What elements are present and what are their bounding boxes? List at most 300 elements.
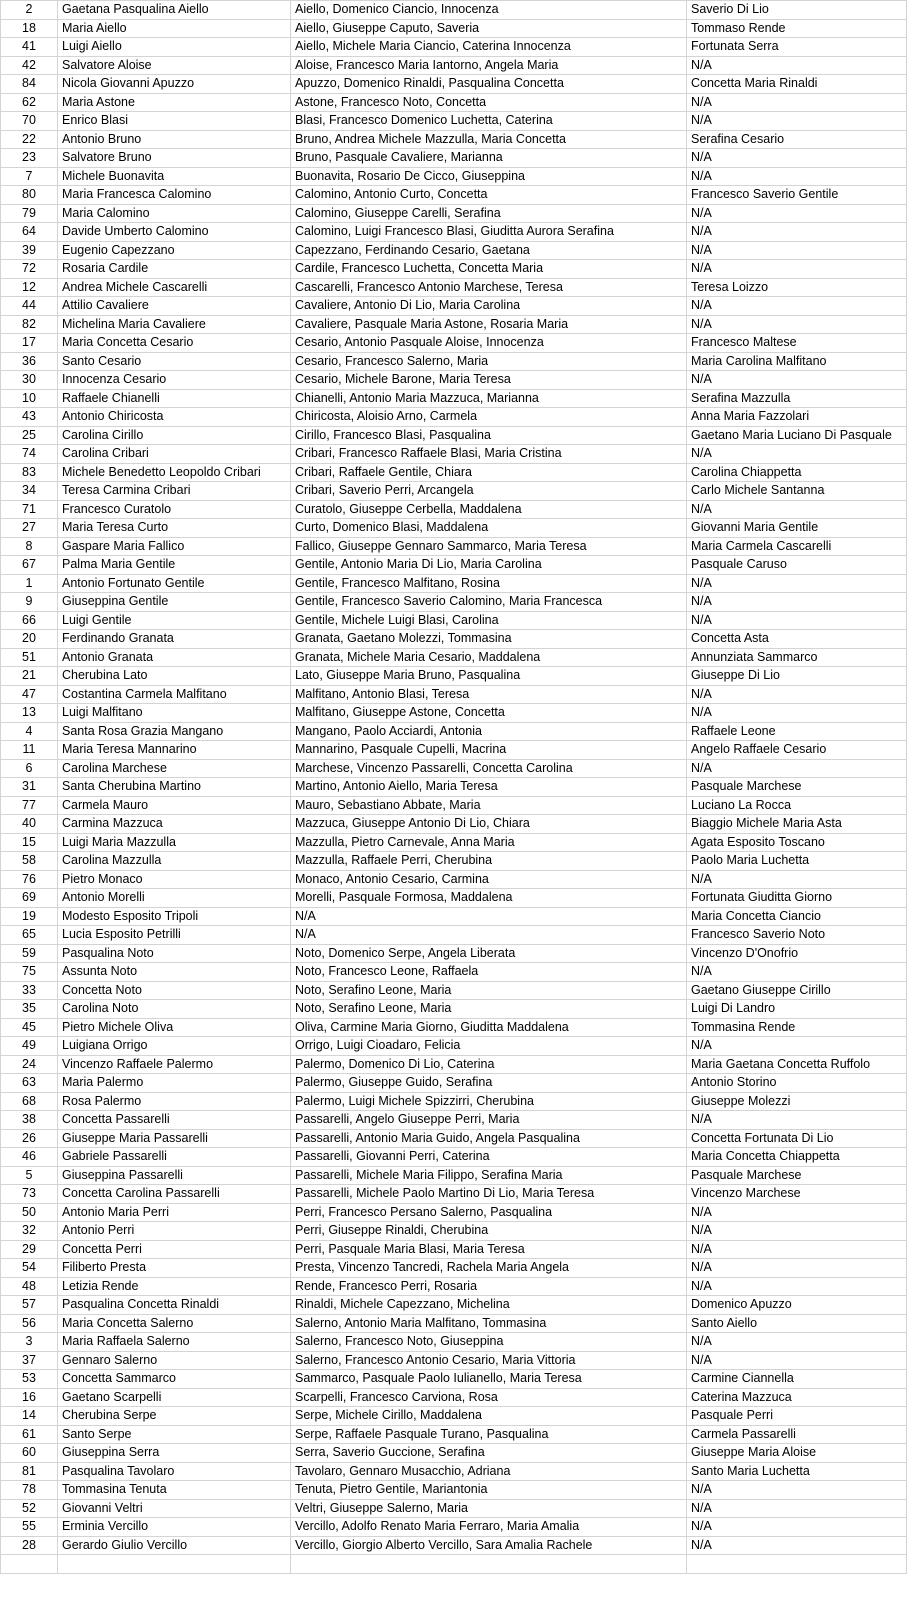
cell-parents[interactable]: N/A: [291, 926, 687, 945]
cell-id[interactable]: 76: [1, 870, 58, 889]
cell-name[interactable]: Nicola Giovanni Apuzzo: [58, 75, 291, 94]
cell-id[interactable]: 50: [1, 1203, 58, 1222]
cell-id[interactable]: 45: [1, 1018, 58, 1037]
cell-spouse[interactable]: Francesco Saverio Noto: [687, 926, 907, 945]
cell-id[interactable]: 28: [1, 1536, 58, 1555]
cell-spouse[interactable]: Concetta Fortunata Di Lio: [687, 1129, 907, 1148]
cell-name[interactable]: Antonio Chiricosta: [58, 408, 291, 427]
cell-name[interactable]: Rosaria Cardile: [58, 260, 291, 279]
cell-spouse[interactable]: N/A: [687, 1222, 907, 1241]
cell-parents[interactable]: Monaco, Antonio Cesario, Carmina: [291, 870, 687, 889]
cell-parents[interactable]: Martino, Antonio Aiello, Maria Teresa: [291, 778, 687, 797]
cell-name[interactable]: Maria Concetta Salerno: [58, 1314, 291, 1333]
cell-parents[interactable]: Noto, Serafino Leone, Maria: [291, 1000, 687, 1019]
cell-name[interactable]: Concetta Sammarco: [58, 1370, 291, 1389]
cell-name[interactable]: Carolina Marchese: [58, 759, 291, 778]
cell-spouse[interactable]: Carolina Chiappetta: [687, 463, 907, 482]
cell-name[interactable]: Cherubina Lato: [58, 667, 291, 686]
cell-parents[interactable]: Passarelli, Michele Maria Filippo, Serafina Maria: [291, 1166, 687, 1185]
cell-parents[interactable]: Apuzzo, Domenico Rinaldi, Pasqualina Concetta: [291, 75, 687, 94]
cell-name[interactable]: Maria Calomino: [58, 204, 291, 223]
cell-name[interactable]: Davide Umberto Calomino: [58, 223, 291, 242]
cell-parents[interactable]: Gentile, Francesco Saverio Calomino, Maria Francesca: [291, 593, 687, 612]
cell-id[interactable]: 69: [1, 889, 58, 908]
cell-name[interactable]: Salvatore Aloise: [58, 56, 291, 75]
cell-spouse[interactable]: N/A: [687, 204, 907, 223]
cell-spouse[interactable]: Maria Concetta Chiappetta: [687, 1148, 907, 1167]
cell-name[interactable]: Maria Astone: [58, 93, 291, 112]
cell-parents[interactable]: Vercillo, Adolfo Renato Maria Ferraro, Maria Amalia: [291, 1518, 687, 1537]
cell-spouse[interactable]: Luciano La Rocca: [687, 796, 907, 815]
cell-spouse[interactable]: Tommasina Rende: [687, 1018, 907, 1037]
cell-spouse[interactable]: Anna Maria Fazzolari: [687, 408, 907, 427]
cell-spouse[interactable]: Carmine Ciannella: [687, 1370, 907, 1389]
cell-id[interactable]: 34: [1, 482, 58, 501]
cell-parents[interactable]: Marchese, Vincenzo Passarelli, Concetta Carolina: [291, 759, 687, 778]
cell-name[interactable]: Antonio Morelli: [58, 889, 291, 908]
cell-parents[interactable]: Fallico, Giuseppe Gennaro Sammarco, Maria Teresa: [291, 537, 687, 556]
cell-parents[interactable]: Tenuta, Pietro Gentile, Mariantonia: [291, 1481, 687, 1500]
cell-name[interactable]: Maria Aiello: [58, 19, 291, 38]
cell-parents[interactable]: Passarelli, Giovanni Perri, Caterina: [291, 1148, 687, 1167]
cell-name[interactable]: Gaspare Maria Fallico: [58, 537, 291, 556]
cell-spouse[interactable]: Francesco Maltese: [687, 334, 907, 353]
cell-spouse[interactable]: N/A: [687, 371, 907, 390]
cell-id[interactable]: 75: [1, 963, 58, 982]
cell-parents[interactable]: Sammarco, Pasquale Paolo Iulianello, Maria Teresa: [291, 1370, 687, 1389]
cell-name[interactable]: Pasqualina Noto: [58, 944, 291, 963]
cell-parents[interactable]: Serpe, Raffaele Pasquale Turano, Pasqualina: [291, 1425, 687, 1444]
cell-name[interactable]: Antonio Perri: [58, 1222, 291, 1241]
cell-spouse[interactable]: Pasquale Perri: [687, 1407, 907, 1426]
cell-parents[interactable]: Presta, Vincenzo Tancredi, Rachela Maria Angela: [291, 1259, 687, 1278]
cell-spouse[interactable]: Agata Esposito Toscano: [687, 833, 907, 852]
cell-id[interactable]: 83: [1, 463, 58, 482]
cell-parents[interactable]: Cavaliere, Pasquale Maria Astone, Rosaria Maria: [291, 315, 687, 334]
cell-spouse[interactable]: N/A: [687, 445, 907, 464]
cell-id[interactable]: 15: [1, 833, 58, 852]
cell-name[interactable]: Luigi Gentile: [58, 611, 291, 630]
cell-id[interactable]: 24: [1, 1055, 58, 1074]
cell-parents[interactable]: Aiello, Domenico Ciancio, Innocenza: [291, 1, 687, 20]
cell-parents[interactable]: Noto, Francesco Leone, Raffaela: [291, 963, 687, 982]
cell-parents[interactable]: Calomino, Giuseppe Carelli, Serafina: [291, 204, 687, 223]
cell-parents[interactable]: Passarelli, Antonio Maria Guido, Angela Pasqualina: [291, 1129, 687, 1148]
cell-spouse[interactable]: N/A: [687, 1203, 907, 1222]
cell-parents[interactable]: Chianelli, Antonio Maria Mazzuca, Marianna: [291, 389, 687, 408]
cell-spouse[interactable]: Antonio Storino: [687, 1074, 907, 1093]
cell-name[interactable]: Michele Benedetto Leopoldo Cribari: [58, 463, 291, 482]
cell-parents[interactable]: Tavolaro, Gennaro Musacchio, Adriana: [291, 1462, 687, 1481]
cell-id[interactable]: 74: [1, 445, 58, 464]
cell-id[interactable]: 1: [1, 574, 58, 593]
cell-parents[interactable]: Perri, Giuseppe Rinaldi, Cherubina: [291, 1222, 687, 1241]
cell-name[interactable]: Giovanni Veltri: [58, 1499, 291, 1518]
cell-parents[interactable]: Scarpelli, Francesco Carviona, Rosa: [291, 1388, 687, 1407]
cell-name[interactable]: Erminia Vercillo: [58, 1518, 291, 1537]
cell-parents[interactable]: Malfitano, Antonio Blasi, Teresa: [291, 685, 687, 704]
cell-spouse[interactable]: N/A: [687, 759, 907, 778]
cell-spouse[interactable]: Giovanni Maria Gentile: [687, 519, 907, 538]
cell-parents[interactable]: Mangano, Paolo Acciardi, Antonia: [291, 722, 687, 741]
cell-parents[interactable]: Bruno, Andrea Michele Mazzulla, Maria Concetta: [291, 130, 687, 149]
cell-id[interactable]: 30: [1, 371, 58, 390]
cell-name[interactable]: Michelina Maria Cavaliere: [58, 315, 291, 334]
cell-name[interactable]: Gaetana Pasqualina Aiello: [58, 1, 291, 20]
cell-id[interactable]: 81: [1, 1462, 58, 1481]
cell-id[interactable]: 51: [1, 648, 58, 667]
cell-spouse[interactable]: N/A: [687, 223, 907, 242]
cell-name[interactable]: Concetta Noto: [58, 981, 291, 1000]
cell-parents[interactable]: Gentile, Antonio Maria Di Lio, Maria Carolina: [291, 556, 687, 575]
cell-spouse[interactable]: Caterina Mazzuca: [687, 1388, 907, 1407]
cell-name[interactable]: Carolina Cirillo: [58, 426, 291, 445]
cell-name[interactable]: Palma Maria Gentile: [58, 556, 291, 575]
cell-id[interactable]: 37: [1, 1351, 58, 1370]
cell-id[interactable]: 66: [1, 611, 58, 630]
cell-name[interactable]: Lucia Esposito Petrilli: [58, 926, 291, 945]
cell-name[interactable]: Tommasina Tenuta: [58, 1481, 291, 1500]
cell-name[interactable]: Giuseppina Gentile: [58, 593, 291, 612]
cell-spouse[interactable]: N/A: [687, 574, 907, 593]
cell-spouse[interactable]: N/A: [687, 685, 907, 704]
cell-parents[interactable]: Salerno, Francesco Antonio Cesario, Maria Vittoria: [291, 1351, 687, 1370]
cell-id[interactable]: 38: [1, 1111, 58, 1130]
cell-spouse[interactable]: Pasquale Caruso: [687, 556, 907, 575]
cell-id[interactable]: 57: [1, 1296, 58, 1315]
cell-id[interactable]: 72: [1, 260, 58, 279]
cell-id[interactable]: 27: [1, 519, 58, 538]
cell-parents[interactable]: N/A: [291, 907, 687, 926]
cell-parents[interactable]: Cribari, Raffaele Gentile, Chiara: [291, 463, 687, 482]
cell-spouse[interactable]: Tommaso Rende: [687, 19, 907, 38]
cell-spouse[interactable]: Fortunata Giuditta Giorno: [687, 889, 907, 908]
cell-parents[interactable]: Granata, Michele Maria Cesario, Maddalena: [291, 648, 687, 667]
cell-spouse[interactable]: Pasquale Marchese: [687, 778, 907, 797]
cell-name[interactable]: Luigi Malfitano: [58, 704, 291, 723]
cell-name[interactable]: Santo Cesario: [58, 352, 291, 371]
cell-parents[interactable]: Malfitano, Giuseppe Astone, Concetta: [291, 704, 687, 723]
cell-name[interactable]: Attilio Cavaliere: [58, 297, 291, 316]
cell-id[interactable]: 10: [1, 389, 58, 408]
cell-id[interactable]: 18: [1, 19, 58, 38]
cell-spouse[interactable]: Giuseppe Maria Aloise: [687, 1444, 907, 1463]
cell-parents[interactable]: Blasi, Francesco Domenico Luchetta, Caterina: [291, 112, 687, 131]
cell-parents[interactable]: Palermo, Giuseppe Guido, Serafina: [291, 1074, 687, 1093]
cell-id[interactable]: 79: [1, 204, 58, 223]
cell-parents[interactable]: [291, 1555, 687, 1574]
cell-spouse[interactable]: N/A: [687, 167, 907, 186]
cell-spouse[interactable]: Giuseppe Molezzi: [687, 1092, 907, 1111]
cell-parents[interactable]: Perri, Francesco Persano Salerno, Pasqualina: [291, 1203, 687, 1222]
cell-spouse[interactable]: Vincenzo Marchese: [687, 1185, 907, 1204]
cell-parents[interactable]: Aloise, Francesco Maria Iantorno, Angela Maria: [291, 56, 687, 75]
cell-spouse[interactable]: N/A: [687, 704, 907, 723]
cell-id[interactable]: 41: [1, 38, 58, 57]
cell-id[interactable]: [1, 1555, 58, 1574]
cell-parents[interactable]: Vercillo, Giorgio Alberto Vercillo, Sara Amalia Rachele: [291, 1536, 687, 1555]
cell-name[interactable]: Maria Teresa Mannarino: [58, 741, 291, 760]
cell-parents[interactable]: Cardile, Francesco Luchetta, Concetta Maria: [291, 260, 687, 279]
cell-name[interactable]: Carolina Noto: [58, 1000, 291, 1019]
cell-parents[interactable]: Salerno, Francesco Noto, Giuseppina: [291, 1333, 687, 1352]
cell-name[interactable]: Antonio Granata: [58, 648, 291, 667]
cell-name[interactable]: Vincenzo Raffaele Palermo: [58, 1055, 291, 1074]
cell-id[interactable]: 56: [1, 1314, 58, 1333]
cell-name[interactable]: Letizia Rende: [58, 1277, 291, 1296]
cell-spouse[interactable]: Domenico Apuzzo: [687, 1296, 907, 1315]
cell-spouse[interactable]: Maria Carolina Malfitano: [687, 352, 907, 371]
cell-spouse[interactable]: Gaetano Giuseppe Cirillo: [687, 981, 907, 1000]
cell-parents[interactable]: Buonavita, Rosario De Cicco, Giuseppina: [291, 167, 687, 186]
cell-parents[interactable]: Curatolo, Giuseppe Cerbella, Maddalena: [291, 500, 687, 519]
cell-name[interactable]: Maria Raffaela Salerno: [58, 1333, 291, 1352]
cell-spouse[interactable]: N/A: [687, 870, 907, 889]
cell-spouse[interactable]: Santo Aiello: [687, 1314, 907, 1333]
cell-parents[interactable]: Calomino, Antonio Curto, Concetta: [291, 186, 687, 205]
cell-name[interactable]: Santa Rosa Grazia Mangano: [58, 722, 291, 741]
cell-name[interactable]: Santa Cherubina Martino: [58, 778, 291, 797]
cell-id[interactable]: 11: [1, 741, 58, 760]
cell-id[interactable]: 21: [1, 667, 58, 686]
cell-id[interactable]: 8: [1, 537, 58, 556]
cell-id[interactable]: 9: [1, 593, 58, 612]
cell-spouse[interactable]: Carmela Passarelli: [687, 1425, 907, 1444]
cell-id[interactable]: 61: [1, 1425, 58, 1444]
cell-id[interactable]: 43: [1, 408, 58, 427]
cell-parents[interactable]: Capezzano, Ferdinando Cesario, Gaetana: [291, 241, 687, 260]
cell-parents[interactable]: Gentile, Michele Luigi Blasi, Carolina: [291, 611, 687, 630]
cell-spouse[interactable]: N/A: [687, 1518, 907, 1537]
cell-parents[interactable]: Mauro, Sebastiano Abbate, Maria: [291, 796, 687, 815]
cell-name[interactable]: Antonio Fortunato Gentile: [58, 574, 291, 593]
cell-name[interactable]: Carolina Mazzulla: [58, 852, 291, 871]
cell-id[interactable]: 60: [1, 1444, 58, 1463]
cell-name[interactable]: Carolina Cribari: [58, 445, 291, 464]
cell-id[interactable]: 17: [1, 334, 58, 353]
cell-id[interactable]: 82: [1, 315, 58, 334]
cell-spouse[interactable]: N/A: [687, 611, 907, 630]
cell-spouse[interactable]: Santo Maria Luchetta: [687, 1462, 907, 1481]
cell-parents[interactable]: Palermo, Luigi Michele Spizzirri, Cherubina: [291, 1092, 687, 1111]
cell-spouse[interactable]: Maria Carmela Cascarelli: [687, 537, 907, 556]
cell-name[interactable]: Concetta Passarelli: [58, 1111, 291, 1130]
cell-id[interactable]: 65: [1, 926, 58, 945]
cell-spouse[interactable]: Pasquale Marchese: [687, 1166, 907, 1185]
cell-name[interactable]: Luigi Maria Mazzulla: [58, 833, 291, 852]
cell-spouse[interactable]: Saverio Di Lio: [687, 1, 907, 20]
cell-name[interactable]: Maria Teresa Curto: [58, 519, 291, 538]
cell-parents[interactable]: Cesario, Michele Barone, Maria Teresa: [291, 371, 687, 390]
cell-name[interactable]: Francesco Curatolo: [58, 500, 291, 519]
cell-name[interactable]: Concetta Carolina Passarelli: [58, 1185, 291, 1204]
cell-id[interactable]: 22: [1, 130, 58, 149]
cell-id[interactable]: 77: [1, 796, 58, 815]
cell-name[interactable]: Maria Palermo: [58, 1074, 291, 1093]
cell-parents[interactable]: Mazzulla, Raffaele Perri, Cherubina: [291, 852, 687, 871]
cell-spouse[interactable]: Gaetano Maria Luciano Di Pasquale: [687, 426, 907, 445]
cell-name[interactable]: Innocenza Cesario: [58, 371, 291, 390]
cell-name[interactable]: Eugenio Capezzano: [58, 241, 291, 260]
cell-parents[interactable]: Perri, Pasquale Maria Blasi, Maria Teresa: [291, 1240, 687, 1259]
cell-id[interactable]: 55: [1, 1518, 58, 1537]
cell-name[interactable]: Maria Concetta Cesario: [58, 334, 291, 353]
cell-id[interactable]: 73: [1, 1185, 58, 1204]
cell-id[interactable]: 59: [1, 944, 58, 963]
cell-spouse[interactable]: N/A: [687, 93, 907, 112]
cell-id[interactable]: 64: [1, 223, 58, 242]
cell-spouse[interactable]: Biaggio Michele Maria Asta: [687, 815, 907, 834]
cell-spouse[interactable]: N/A: [687, 963, 907, 982]
cell-parents[interactable]: Cesario, Francesco Salerno, Maria: [291, 352, 687, 371]
cell-id[interactable]: 42: [1, 56, 58, 75]
cell-name[interactable]: Antonio Maria Perri: [58, 1203, 291, 1222]
cell-spouse[interactable]: N/A: [687, 1240, 907, 1259]
cell-name[interactable]: Filiberto Presta: [58, 1259, 291, 1278]
cell-name[interactable]: Luigiana Orrigo: [58, 1037, 291, 1056]
cell-id[interactable]: 35: [1, 1000, 58, 1019]
cell-parents[interactable]: Salerno, Antonio Maria Malfitano, Tommasina: [291, 1314, 687, 1333]
cell-id[interactable]: 31: [1, 778, 58, 797]
cell-name[interactable]: Raffaele Chianelli: [58, 389, 291, 408]
cell-id[interactable]: 68: [1, 1092, 58, 1111]
cell-parents[interactable]: Cribari, Saverio Perri, Arcangela: [291, 482, 687, 501]
cell-name[interactable]: Gabriele Passarelli: [58, 1148, 291, 1167]
cell-name[interactable]: Teresa Carmina Cribari: [58, 482, 291, 501]
cell-parents[interactable]: Veltri, Giuseppe Salerno, Maria: [291, 1499, 687, 1518]
cell-spouse[interactable]: [687, 1555, 907, 1574]
cell-name[interactable]: Maria Francesca Calomino: [58, 186, 291, 205]
cell-id[interactable]: 63: [1, 1074, 58, 1093]
cell-spouse[interactable]: N/A: [687, 56, 907, 75]
cell-parents[interactable]: Aiello, Michele Maria Ciancio, Caterina Innocenza: [291, 38, 687, 57]
cell-spouse[interactable]: N/A: [687, 1499, 907, 1518]
cell-parents[interactable]: Noto, Serafino Leone, Maria: [291, 981, 687, 1000]
cell-id[interactable]: 80: [1, 186, 58, 205]
cell-parents[interactable]: Cribari, Francesco Raffaele Blasi, Maria Cristina: [291, 445, 687, 464]
cell-id[interactable]: 13: [1, 704, 58, 723]
cell-name[interactable]: Modesto Esposito Tripoli: [58, 907, 291, 926]
cell-id[interactable]: 48: [1, 1277, 58, 1296]
cell-id[interactable]: 84: [1, 75, 58, 94]
cell-spouse[interactable]: Raffaele Leone: [687, 722, 907, 741]
cell-parents[interactable]: Passarelli, Michele Paolo Martino Di Lio, Maria Teresa: [291, 1185, 687, 1204]
cell-id[interactable]: 58: [1, 852, 58, 871]
cell-name[interactable]: Costantina Carmela Malfitano: [58, 685, 291, 704]
cell-id[interactable]: 19: [1, 907, 58, 926]
cell-parents[interactable]: Mazzuca, Giuseppe Antonio Di Lio, Chiara: [291, 815, 687, 834]
cell-id[interactable]: 33: [1, 981, 58, 1000]
cell-spouse[interactable]: N/A: [687, 1111, 907, 1130]
cell-spouse[interactable]: Concetta Asta: [687, 630, 907, 649]
cell-spouse[interactable]: N/A: [687, 260, 907, 279]
cell-spouse[interactable]: Giuseppe Di Lio: [687, 667, 907, 686]
cell-parents[interactable]: Gentile, Francesco Malfitano, Rosina: [291, 574, 687, 593]
cell-parents[interactable]: Cavaliere, Antonio Di Lio, Maria Carolina: [291, 297, 687, 316]
cell-parents[interactable]: Aiello, Giuseppe Caputo, Saveria: [291, 19, 687, 38]
cell-name[interactable]: Gaetano Scarpelli: [58, 1388, 291, 1407]
cell-parents[interactable]: Morelli, Pasquale Formosa, Maddalena: [291, 889, 687, 908]
cell-spouse[interactable]: N/A: [687, 1259, 907, 1278]
cell-name[interactable]: Michele Buonavita: [58, 167, 291, 186]
cell-parents[interactable]: Astone, Francesco Noto, Concetta: [291, 93, 687, 112]
cell-id[interactable]: 4: [1, 722, 58, 741]
cell-spouse[interactable]: N/A: [687, 297, 907, 316]
cell-name[interactable]: Pietro Monaco: [58, 870, 291, 889]
cell-parents[interactable]: Mazzulla, Pietro Carnevale, Anna Maria: [291, 833, 687, 852]
cell-spouse[interactable]: N/A: [687, 112, 907, 131]
cell-name[interactable]: Ferdinando Granata: [58, 630, 291, 649]
cell-parents[interactable]: Chiricosta, Aloisio Arno, Carmela: [291, 408, 687, 427]
cell-name[interactable]: Cherubina Serpe: [58, 1407, 291, 1426]
cell-name[interactable]: Carmina Mazzuca: [58, 815, 291, 834]
cell-parents[interactable]: Rinaldi, Michele Capezzano, Michelina: [291, 1296, 687, 1315]
cell-name[interactable]: Rosa Palermo: [58, 1092, 291, 1111]
cell-name[interactable]: Enrico Blasi: [58, 112, 291, 131]
cell-spouse[interactable]: Teresa Loizzo: [687, 278, 907, 297]
cell-spouse[interactable]: Serafina Cesario: [687, 130, 907, 149]
cell-spouse[interactable]: Maria Concetta Ciancio: [687, 907, 907, 926]
cell-parents[interactable]: Granata, Gaetano Molezzi, Tommasina: [291, 630, 687, 649]
cell-spouse[interactable]: N/A: [687, 1037, 907, 1056]
cell-spouse[interactable]: N/A: [687, 1333, 907, 1352]
cell-spouse[interactable]: Fortunata Serra: [687, 38, 907, 57]
cell-id[interactable]: 67: [1, 556, 58, 575]
cell-name[interactable]: Pasqualina Tavolaro: [58, 1462, 291, 1481]
cell-spouse[interactable]: N/A: [687, 315, 907, 334]
cell-name[interactable]: Salvatore Bruno: [58, 149, 291, 168]
cell-id[interactable]: 2: [1, 1, 58, 20]
cell-spouse[interactable]: Serafina Mazzulla: [687, 389, 907, 408]
cell-spouse[interactable]: Francesco Saverio Gentile: [687, 186, 907, 205]
cell-parents[interactable]: Rende, Francesco Perri, Rosaria: [291, 1277, 687, 1296]
cell-parents[interactable]: Cascarelli, Francesco Antonio Marchese, Teresa: [291, 278, 687, 297]
cell-parents[interactable]: Oliva, Carmine Maria Giorno, Giuditta Maddalena: [291, 1018, 687, 1037]
cell-id[interactable]: 26: [1, 1129, 58, 1148]
cell-name[interactable]: Pietro Michele Oliva: [58, 1018, 291, 1037]
cell-name[interactable]: Carmela Mauro: [58, 796, 291, 815]
cell-id[interactable]: 39: [1, 241, 58, 260]
cell-id[interactable]: 3: [1, 1333, 58, 1352]
cell-spouse[interactable]: Angelo Raffaele Cesario: [687, 741, 907, 760]
cell-id[interactable]: 14: [1, 1407, 58, 1426]
cell-name[interactable]: Andrea Michele Cascarelli: [58, 278, 291, 297]
cell-parents[interactable]: Palermo, Domenico Di Lio, Caterina: [291, 1055, 687, 1074]
cell-id[interactable]: 16: [1, 1388, 58, 1407]
cell-spouse[interactable]: N/A: [687, 149, 907, 168]
cell-id[interactable]: 49: [1, 1037, 58, 1056]
cell-spouse[interactable]: Luigi Di Landro: [687, 1000, 907, 1019]
cell-spouse[interactable]: N/A: [687, 241, 907, 260]
cell-spouse[interactable]: Maria Gaetana Concetta Ruffolo: [687, 1055, 907, 1074]
cell-id[interactable]: 71: [1, 500, 58, 519]
cell-id[interactable]: 53: [1, 1370, 58, 1389]
cell-name[interactable]: Giuseppina Serra: [58, 1444, 291, 1463]
cell-spouse[interactable]: Paolo Maria Luchetta: [687, 852, 907, 871]
cell-spouse[interactable]: N/A: [687, 1277, 907, 1296]
cell-id[interactable]: 46: [1, 1148, 58, 1167]
cell-id[interactable]: 32: [1, 1222, 58, 1241]
cell-id[interactable]: 70: [1, 112, 58, 131]
cell-name[interactable]: [58, 1555, 291, 1574]
cell-name[interactable]: Gerardo Giulio Vercillo: [58, 1536, 291, 1555]
cell-name[interactable]: Luigi Aiello: [58, 38, 291, 57]
cell-id[interactable]: 40: [1, 815, 58, 834]
cell-id[interactable]: 7: [1, 167, 58, 186]
cell-parents[interactable]: Noto, Domenico Serpe, Angela Liberata: [291, 944, 687, 963]
cell-id[interactable]: 23: [1, 149, 58, 168]
cell-id[interactable]: 6: [1, 759, 58, 778]
